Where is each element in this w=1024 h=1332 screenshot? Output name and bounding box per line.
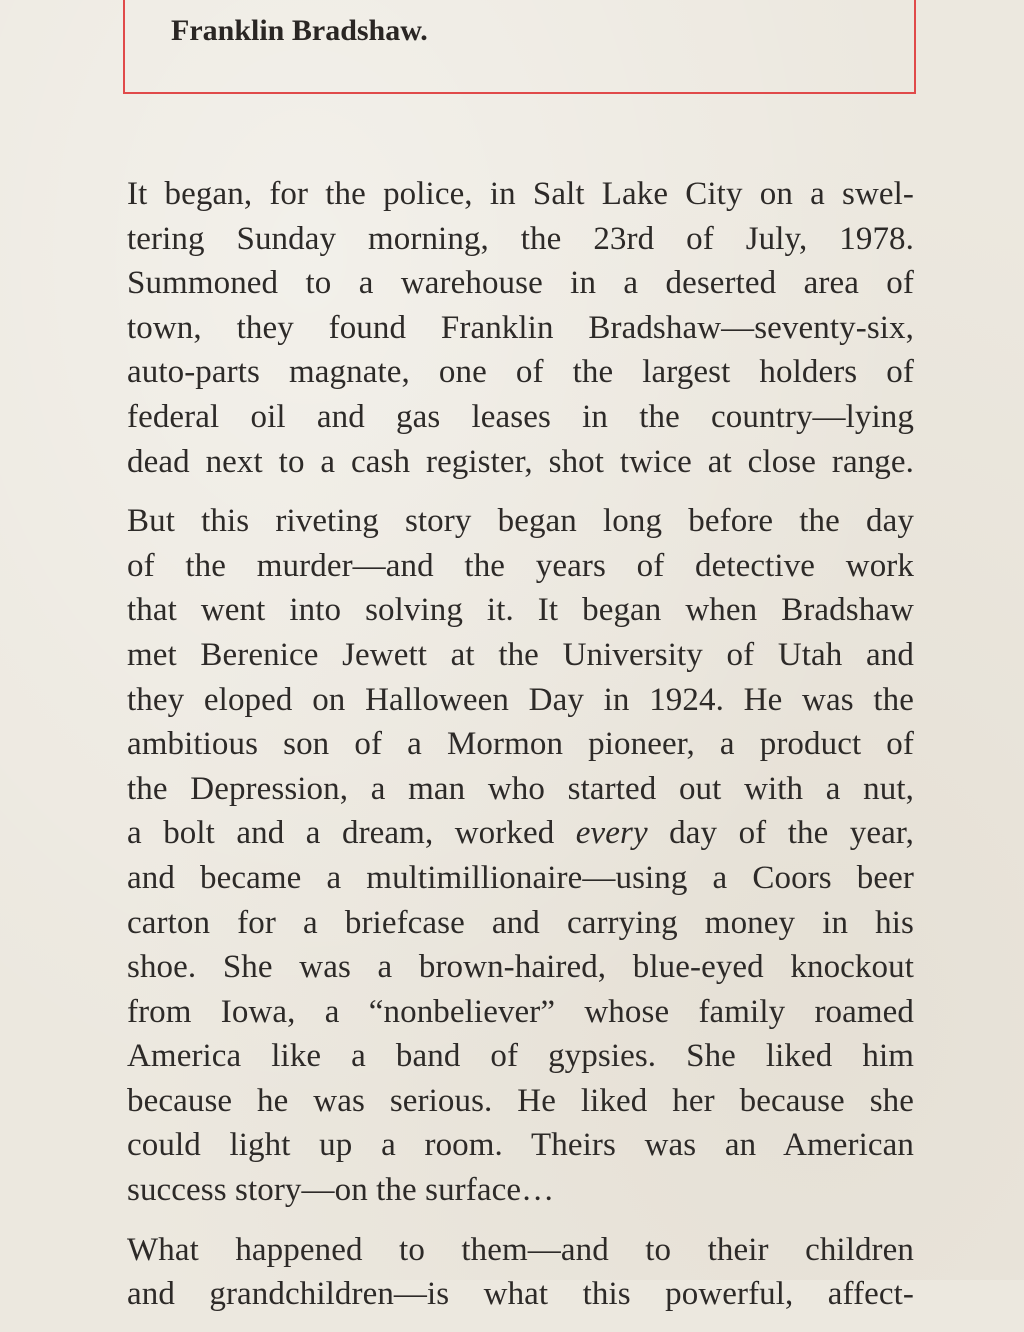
text-line: ambitious son of a Mormon pioneer, a product of — [127, 726, 914, 763]
jacket-copy — [127, 172, 914, 1332]
text-line: success story—on the surface… — [127, 1172, 555, 1209]
text-line: and grandchildren—is what this powerful, affect- — [127, 1276, 914, 1313]
text-line: America like a band of gypsies. She liked him — [127, 1038, 914, 1075]
text-segment: day of the year, — [647, 815, 914, 852]
text-line: carton for a briefcase and carrying money in his — [127, 904, 914, 941]
text-line: federal oil and gas leases in the country—lying — [127, 398, 914, 435]
text-line: What happened to them—and to their children — [127, 1231, 914, 1268]
italic-word: every — [575, 815, 648, 852]
text-line: shoe. She was a brown-haired, blue-eyed knockout — [127, 949, 914, 986]
callout-box — [123, 0, 916, 94]
text-line: dead next to a cash register, shot twice at close range. — [127, 443, 914, 480]
text-line: met Berenice Jewett at the University of Utah and — [127, 636, 914, 673]
text-line: But this riveting story began long before the day — [127, 503, 914, 540]
paragraph-2 — [127, 499, 914, 1213]
text-line-with-italic — [127, 811, 914, 856]
text-line: tering Sunday morning, the 23rd of July, 1978. — [127, 220, 914, 257]
text-line: the Depression, a man who started out with a nut, — [127, 770, 914, 807]
text-line: auto-parts magnate, one of the largest holders of — [127, 354, 914, 391]
text-line: and became a multimillionaire—using a Coors beer — [127, 859, 914, 896]
text-line: of the murder—and the years of detective work — [127, 547, 914, 584]
text-segment: a bolt and a dream, worked — [127, 815, 576, 852]
text-line: that went into solving it. It began when Bradshaw — [127, 592, 914, 629]
paragraph-3 — [127, 1228, 914, 1317]
paragraph-1 — [127, 172, 914, 484]
text-line: because he was serious. He liked her because she — [127, 1082, 914, 1119]
text-line: they eloped on Halloween Day in 1924. He was the — [127, 681, 914, 718]
text-line: It began, for the police, in Salt Lake City on a swel- — [127, 176, 914, 212]
text-line: could light up a room. Theirs was an American — [127, 1127, 914, 1164]
text-line: town, they found Franklin Bradshaw—seventy-six, — [127, 309, 914, 346]
callout-line-2: Franklin Bradshaw. — [171, 14, 428, 47]
text-line: from Iowa, a “nonbeliever” whose family roamed — [127, 993, 914, 1030]
text-line: Summoned to a warehouse in a deserted area of — [127, 265, 914, 302]
